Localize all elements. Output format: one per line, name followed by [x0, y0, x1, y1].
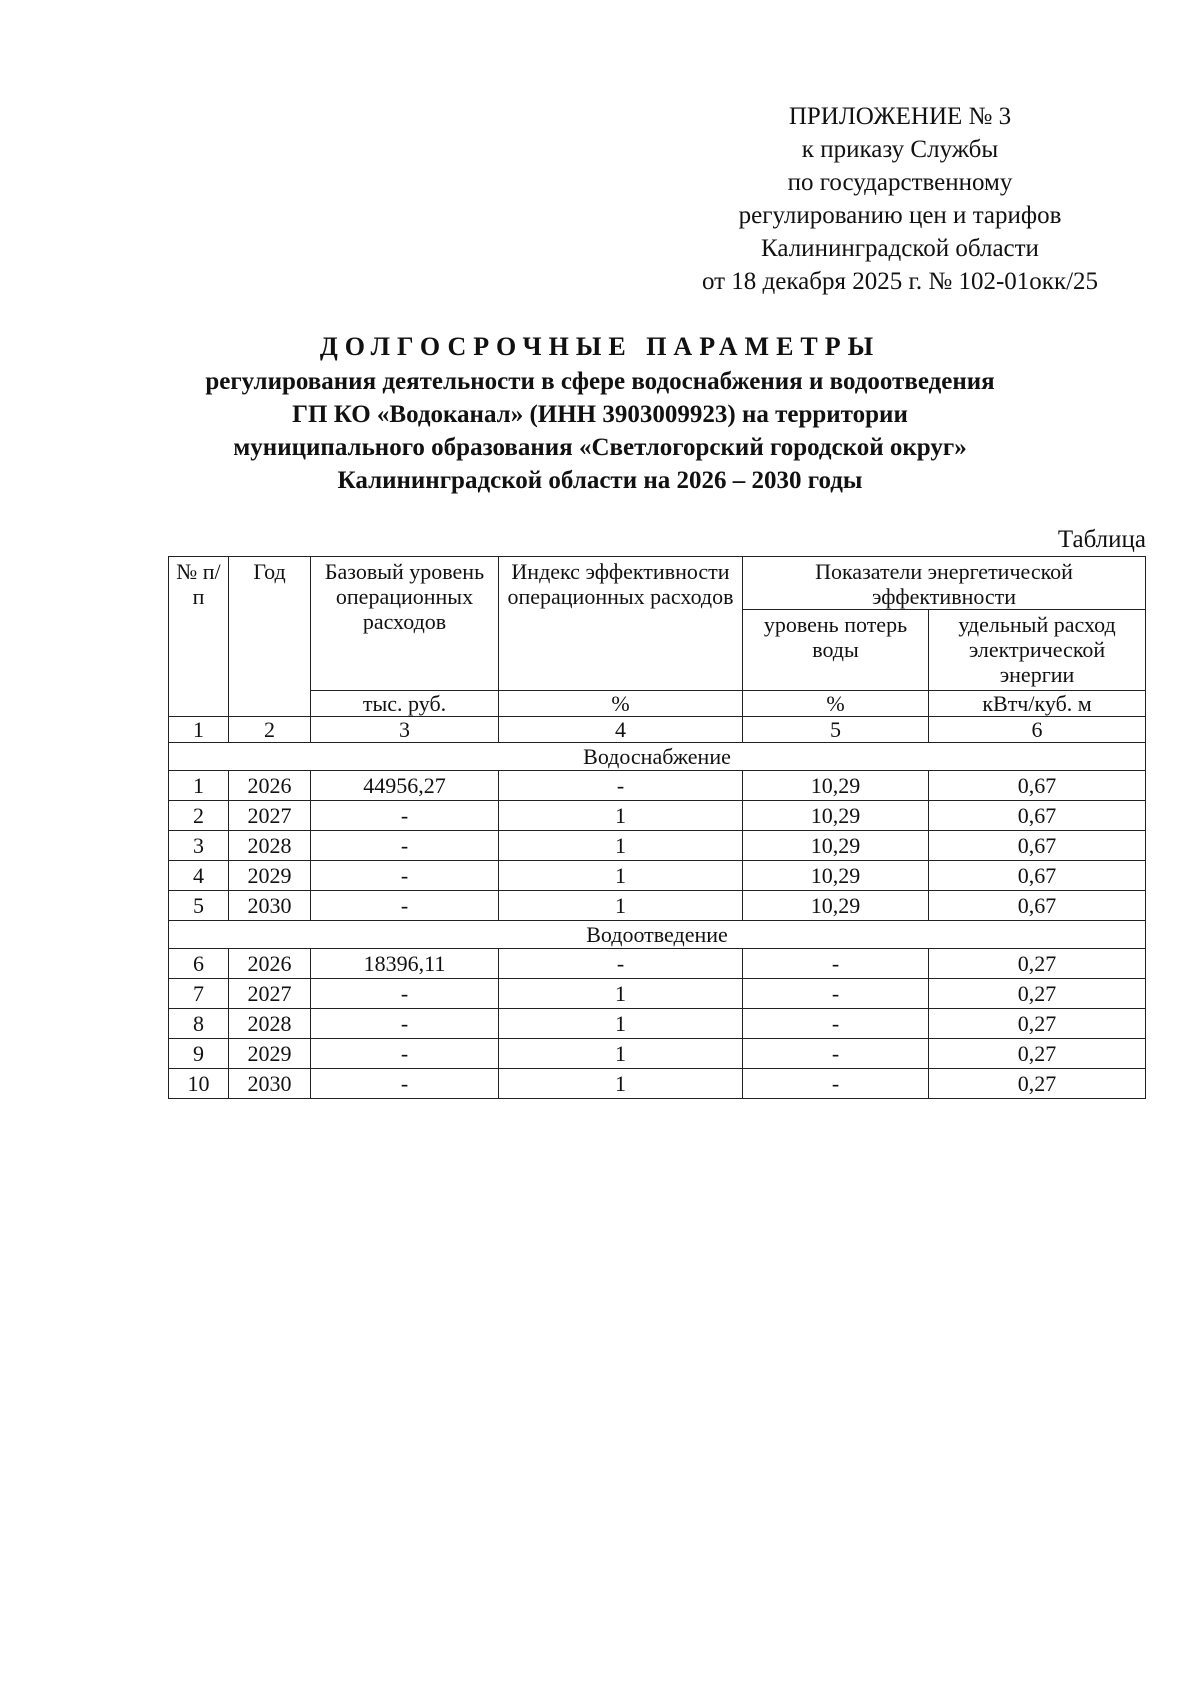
- annex-line: по государственному: [787, 169, 1013, 196]
- table-cell: 10,29: [743, 891, 929, 921]
- column-number: 1: [169, 717, 229, 743]
- header-electricity: удельный расход электрической энергии: [929, 610, 1146, 691]
- table-cell: -: [499, 771, 743, 801]
- document-heading: [100, 330, 1100, 497]
- table-label: Таблица: [1057, 526, 1146, 553]
- table-cell: 0,27: [929, 949, 1146, 979]
- header-efficiency-index: Индекс эффективности операционных расходов: [499, 557, 743, 691]
- document-title: ДОЛГОСРОЧНЫЕ ПАРАМЕТРЫ: [319, 332, 881, 361]
- annex-title: ПРИЛОЖЕНИЕ № 3: [788, 103, 1012, 130]
- table-row: [169, 801, 1146, 831]
- section-row: [169, 921, 1146, 949]
- annex-line: Калининградской области: [761, 235, 1039, 262]
- table-cell: -: [311, 831, 499, 861]
- annex-line: регулированию цен и тарифов: [738, 202, 1062, 229]
- table-row: [169, 1039, 1146, 1069]
- header-base-level: Базовый уровень операционных расходов: [311, 557, 499, 691]
- table-cell: 0,67: [929, 891, 1146, 921]
- unit-water-loss: %: [743, 691, 929, 717]
- table-cell: 1: [499, 861, 743, 891]
- heading-line: муниципального образования «Светлогорский городской округ»: [233, 434, 967, 461]
- table-cell: 0,67: [929, 831, 1146, 861]
- table-row: [169, 771, 1146, 801]
- heading-line: Калининградской области на 2026 – 2030 годы: [337, 467, 863, 494]
- table-row: [169, 891, 1146, 921]
- table-cell: 0,27: [929, 1009, 1146, 1039]
- unit-base-level: тыс. руб.: [311, 691, 499, 717]
- table-cell: 1: [169, 771, 229, 801]
- table-cell: 44956,27: [311, 771, 499, 801]
- table-cell: -: [743, 1009, 929, 1039]
- section-row: [169, 743, 1146, 771]
- annex-block: [690, 100, 1110, 298]
- table-row: [169, 861, 1146, 891]
- table-cell: 0,67: [929, 771, 1146, 801]
- table-cell: 1: [499, 801, 743, 831]
- table-cell: 0,67: [929, 801, 1146, 831]
- table-row: [169, 949, 1146, 979]
- table-cell: 2026: [229, 771, 311, 801]
- table-cell: 2026: [229, 949, 311, 979]
- table-cell: -: [311, 801, 499, 831]
- table-cell: 10,29: [743, 861, 929, 891]
- table-cell: 10,29: [743, 801, 929, 831]
- header-num: № п/п: [169, 557, 229, 717]
- table-cell: 1: [499, 1009, 743, 1039]
- header-year: Год: [229, 557, 311, 717]
- table-cell: -: [311, 1009, 499, 1039]
- table-cell: 1: [499, 979, 743, 1009]
- table-row: [169, 831, 1146, 861]
- table-cell: 4: [169, 861, 229, 891]
- table-cell: 8: [169, 1009, 229, 1039]
- table-cell: 9: [169, 1039, 229, 1069]
- annex-date-number: от 18 декабря 2025 г. № 102-01окк/25: [701, 268, 1099, 295]
- heading-line: регулирования деятельности в сфере водоснабжения и водоотведения: [205, 368, 995, 395]
- table-cell: -: [311, 979, 499, 1009]
- table-cell: 2028: [229, 1009, 311, 1039]
- table-cell: 6: [169, 949, 229, 979]
- unit-electricity: кВтч/куб. м: [929, 691, 1146, 717]
- table-cell: 5: [169, 891, 229, 921]
- table-row: [169, 979, 1146, 1009]
- table-cell: 10,29: [743, 831, 929, 861]
- section-title: Водоотведение: [169, 921, 1146, 949]
- column-number: 6: [929, 717, 1146, 743]
- column-number: 3: [311, 717, 499, 743]
- table-row: [169, 1069, 1146, 1099]
- table-cell: -: [743, 1039, 929, 1069]
- parameters-table: [168, 556, 1146, 1099]
- table-cell: 1: [499, 831, 743, 861]
- annex-line: к приказу Службы: [801, 136, 999, 163]
- unit-efficiency-index: %: [499, 691, 743, 717]
- table-cell: 2: [169, 801, 229, 831]
- table-cell: 2028: [229, 831, 311, 861]
- table-cell: -: [743, 949, 929, 979]
- table-cell: 18396,11: [311, 949, 499, 979]
- table-cell: 1: [499, 1039, 743, 1069]
- table-cell: 2029: [229, 1039, 311, 1069]
- table-cell: -: [311, 1039, 499, 1069]
- section-title: Водоснабжение: [169, 743, 1146, 771]
- table-cell: -: [311, 1069, 499, 1099]
- table-cell: 0,27: [929, 979, 1146, 1009]
- table-cell: -: [743, 1069, 929, 1099]
- table-cell: -: [311, 861, 499, 891]
- table-cell: -: [311, 891, 499, 921]
- table-cell: 7: [169, 979, 229, 1009]
- table-cell: 2029: [229, 861, 311, 891]
- header-energy-group: Показатели энергетической эффективности: [743, 557, 1146, 610]
- table-cell: -: [743, 979, 929, 1009]
- table-cell: 0,27: [929, 1039, 1146, 1069]
- table-cell: 0,27: [929, 1069, 1146, 1099]
- table-cell: 2027: [229, 979, 311, 1009]
- header-water-loss: уровень потерь воды: [743, 610, 929, 691]
- table-cell: 1: [499, 1069, 743, 1099]
- table-cell: 1: [499, 891, 743, 921]
- table-cell: 0,67: [929, 861, 1146, 891]
- heading-line: ГП КО «Водоканал» (ИНН 3903009923) на территории: [292, 401, 908, 428]
- table-cell: 10,29: [743, 771, 929, 801]
- table-cell: 3: [169, 831, 229, 861]
- column-number: 4: [499, 717, 743, 743]
- table-cell: -: [499, 949, 743, 979]
- table-cell: 2030: [229, 891, 311, 921]
- column-number: 5: [743, 717, 929, 743]
- column-number: 2: [229, 717, 311, 743]
- table-row: [169, 1009, 1146, 1039]
- table-cell: 2030: [229, 1069, 311, 1099]
- table-cell: 2027: [229, 801, 311, 831]
- table-cell: 10: [169, 1069, 229, 1099]
